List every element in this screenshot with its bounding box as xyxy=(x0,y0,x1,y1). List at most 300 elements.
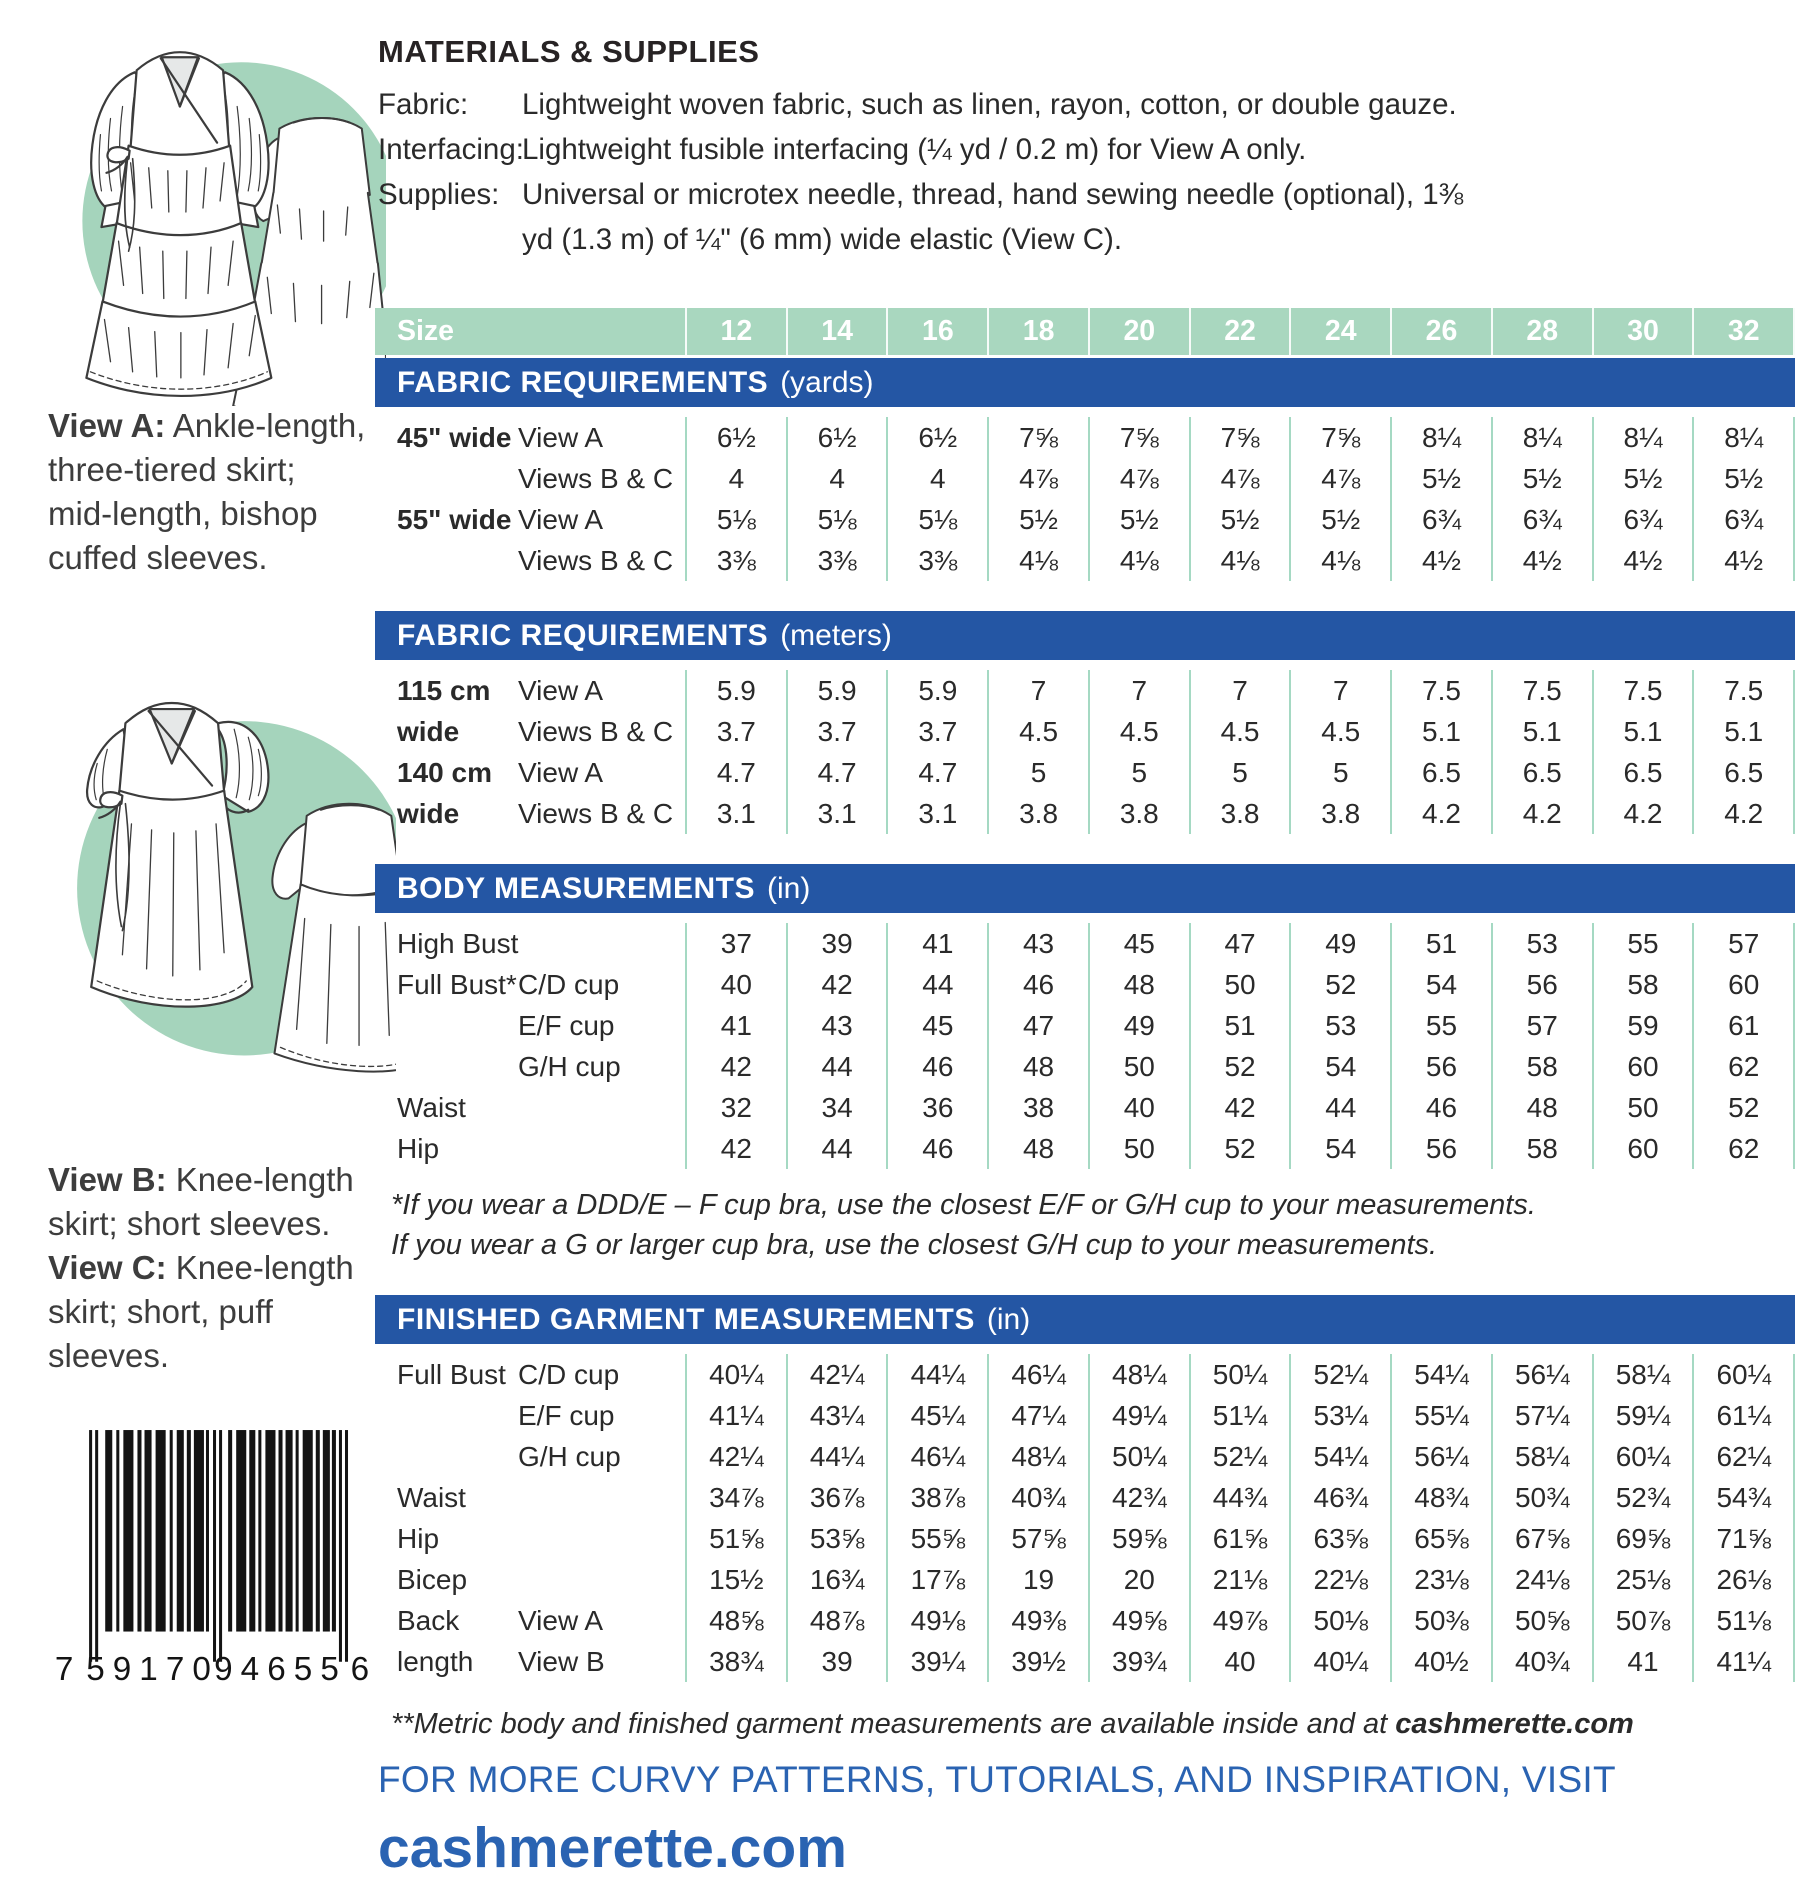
row-label-primary: 45" wide xyxy=(397,421,512,453)
value-cell: 44 xyxy=(786,1046,887,1087)
value-cell: 3.7 xyxy=(786,711,887,752)
row-label-secondary: E/F cup xyxy=(518,1009,615,1041)
table-row xyxy=(375,1559,1795,1600)
row-label xyxy=(375,711,685,752)
value-cell: 41 xyxy=(685,1005,786,1046)
value-cell: 56 xyxy=(1491,964,1592,1005)
view-bc-illustration xyxy=(20,556,396,1132)
value-cell: 44¾ xyxy=(1189,1477,1290,1518)
value-cell: 4.2 xyxy=(1491,793,1592,834)
value-cell: 7.5 xyxy=(1390,670,1491,711)
data-table xyxy=(375,1354,1795,1682)
materials-heading: MATERIALS & SUPPLIES xyxy=(378,34,760,69)
value-cell: 7⅝ xyxy=(1189,417,1290,458)
value-cell: 4⅛ xyxy=(1289,540,1390,581)
row-label xyxy=(375,1518,685,1559)
value-cell: 47¼ xyxy=(987,1395,1088,1436)
value-cell: 54¼ xyxy=(1289,1436,1390,1477)
value-cell: 50⅞ xyxy=(1592,1600,1693,1641)
section-title: FABRIC REQUIREMENTS xyxy=(397,365,769,399)
value-cell: 6¾ xyxy=(1692,499,1795,540)
value-cell: 6½ xyxy=(685,417,786,458)
barcode-digit-right: 6 xyxy=(350,1650,370,1688)
value-cell: 3.8 xyxy=(1289,793,1390,834)
value-cell: 39 xyxy=(786,923,887,964)
value-cell: 4 xyxy=(886,458,987,499)
value-cell: 49⅛ xyxy=(886,1600,987,1641)
metric-footnote-text: **Metric body and finished garment measurements are available inside and at xyxy=(391,1708,1396,1740)
value-cell: 54 xyxy=(1289,1046,1390,1087)
barcode-group-left: 59170 xyxy=(86,1650,219,1688)
value-cell: 51⅝ xyxy=(685,1518,786,1559)
table-footnote: If you wear a G or larger cup bra, use the closest G/H cup to your measurements. xyxy=(391,1229,1438,1261)
value-cell: 53 xyxy=(1289,1005,1390,1046)
value-cell: 5⅛ xyxy=(886,499,987,540)
value-cell: 4.7 xyxy=(685,752,786,793)
value-cell: 55 xyxy=(1592,923,1693,964)
row-values xyxy=(685,1641,1795,1682)
value-cell: 6.5 xyxy=(1491,752,1592,793)
section-title: FINISHED GARMENT MEASUREMENTS xyxy=(397,1302,975,1336)
website-url: cashmerette.com xyxy=(378,1816,847,1880)
value-cell: 54¼ xyxy=(1390,1354,1491,1395)
value-cell: 46 xyxy=(987,964,1088,1005)
value-cell: 60¼ xyxy=(1592,1436,1693,1477)
view-a-illustration xyxy=(26,14,386,406)
value-cell: 22⅛ xyxy=(1289,1559,1390,1600)
row-label-primary: Back xyxy=(397,1604,460,1636)
value-cell: 52 xyxy=(1189,1046,1290,1087)
value-cell: 56 xyxy=(1390,1128,1491,1169)
value-cell: 49⅝ xyxy=(1088,1600,1189,1641)
section-header xyxy=(375,611,1795,660)
section-title: FABRIC REQUIREMENTS xyxy=(397,618,769,652)
row-label-primary: High Bust xyxy=(397,927,519,959)
row-label xyxy=(375,540,685,581)
row-label xyxy=(375,793,685,834)
value-cell: 8¼ xyxy=(1692,417,1795,458)
value-cell: 42¾ xyxy=(1088,1477,1189,1518)
value-cell: 7.5 xyxy=(1491,670,1592,711)
value-cell: 38⅞ xyxy=(886,1477,987,1518)
value-cell: 25⅛ xyxy=(1592,1559,1693,1600)
value-cell: 39¾ xyxy=(1088,1641,1189,1682)
value-cell: 6¾ xyxy=(1491,499,1592,540)
value-cell: 60 xyxy=(1692,964,1795,1005)
row-values xyxy=(685,417,1795,458)
value-cell: 48¼ xyxy=(987,1436,1088,1477)
value-cell: 58 xyxy=(1592,964,1693,1005)
value-cell: 7 xyxy=(1289,670,1390,711)
value-cell: 5½ xyxy=(1592,458,1693,499)
view-a-caption-text: Ankle-length, three-tiered skirt; mid-length, bishop cuffed sleeves. xyxy=(48,407,366,576)
value-cell: 3⅜ xyxy=(685,540,786,581)
row-label-secondary: Views B & C xyxy=(518,797,674,829)
value-cell: 57 xyxy=(1692,923,1795,964)
value-cell: 36 xyxy=(886,1087,987,1128)
value-cell: 7.5 xyxy=(1692,670,1795,711)
size-column-header: 20 xyxy=(1088,308,1189,355)
value-cell: 56 xyxy=(1390,1046,1491,1087)
table-row xyxy=(375,1518,1795,1559)
value-cell: 40¾ xyxy=(987,1477,1088,1518)
value-cell: 48⅞ xyxy=(786,1600,887,1641)
size-header-label: Size xyxy=(397,315,455,347)
value-cell: 48⅝ xyxy=(685,1600,786,1641)
value-cell: 71⅝ xyxy=(1692,1518,1795,1559)
value-cell: 50⅛ xyxy=(1289,1600,1390,1641)
value-cell: 60 xyxy=(1592,1046,1693,1087)
row-label-primary: Bicep xyxy=(397,1563,468,1595)
value-cell: 3.1 xyxy=(886,793,987,834)
row-label-secondary: G/H cup xyxy=(518,1440,621,1472)
row-values xyxy=(685,964,1795,1005)
value-cell: 41 xyxy=(886,923,987,964)
section-title-suffix: (in) xyxy=(986,1302,1031,1336)
row-label-primary: Hip xyxy=(397,1522,440,1554)
value-cell: 57 xyxy=(1491,1005,1592,1046)
value-cell: 4⅞ xyxy=(1289,458,1390,499)
value-cell: 6½ xyxy=(886,417,987,458)
table-row xyxy=(375,458,1795,499)
value-cell: 42 xyxy=(685,1046,786,1087)
value-cell: 52¼ xyxy=(1189,1436,1290,1477)
materials-row-supplies xyxy=(378,172,1795,262)
size-column-header: 28 xyxy=(1491,308,1592,355)
value-cell: 61 xyxy=(1692,1005,1795,1046)
row-label-secondary: View A xyxy=(518,503,604,535)
view-b-caption-label: View B: xyxy=(48,1161,167,1198)
row-label-secondary: C/D cup xyxy=(518,968,620,1000)
view-a-caption xyxy=(48,404,366,580)
row-label-secondary: Views B & C xyxy=(518,544,674,576)
materials-label: Supplies: xyxy=(378,178,500,211)
table-footnote: *If you wear a DDD/E – F cup bra, use the closest E/F or G/H cup to your measurements. xyxy=(391,1189,1536,1221)
value-cell: 4½ xyxy=(1390,540,1491,581)
value-cell: 48¾ xyxy=(1390,1477,1491,1518)
value-cell: 6½ xyxy=(786,417,887,458)
table-row xyxy=(375,793,1795,834)
row-label xyxy=(375,1395,685,1436)
value-cell: 44¼ xyxy=(786,1436,887,1477)
value-cell: 4 xyxy=(685,458,786,499)
table-row xyxy=(375,540,1795,581)
value-cell: 4.7 xyxy=(786,752,887,793)
size-column-header: 22 xyxy=(1189,308,1290,355)
value-cell: 56¼ xyxy=(1390,1436,1491,1477)
value-cell: 3⅜ xyxy=(786,540,887,581)
row-label-primary: Full Bust* xyxy=(397,968,517,1000)
row-values xyxy=(685,923,1795,964)
value-cell: 44 xyxy=(1289,1087,1390,1128)
view-c-caption-label: View C: xyxy=(48,1249,167,1286)
row-values xyxy=(685,670,1795,711)
value-cell: 36⅞ xyxy=(786,1477,887,1518)
value-cell: 50⅝ xyxy=(1491,1600,1592,1641)
value-cell: 4.5 xyxy=(1189,711,1290,752)
value-cell: 41¼ xyxy=(685,1395,786,1436)
value-cell: 40 xyxy=(1189,1641,1290,1682)
row-label-secondary: E/F cup xyxy=(518,1399,615,1431)
size-column-header: 30 xyxy=(1592,308,1693,355)
section-header xyxy=(375,864,1795,913)
value-cell: 15½ xyxy=(685,1559,786,1600)
value-cell: 48¼ xyxy=(1088,1354,1189,1395)
value-cell: 4½ xyxy=(1592,540,1693,581)
table-row xyxy=(375,670,1795,711)
table-row xyxy=(375,1005,1795,1046)
value-cell: 54 xyxy=(1289,1128,1390,1169)
value-cell: 7⅝ xyxy=(987,417,1088,458)
value-cell: 44 xyxy=(786,1128,887,1169)
value-cell: 4⅞ xyxy=(1189,458,1290,499)
value-cell: 32 xyxy=(685,1087,786,1128)
value-cell: 41¼ xyxy=(1692,1641,1795,1682)
value-cell: 3.8 xyxy=(987,793,1088,834)
value-cell: 5.1 xyxy=(1592,711,1693,752)
row-label-primary: Hip xyxy=(397,1132,440,1164)
value-cell: 55 xyxy=(1390,1005,1491,1046)
value-cell: 65⅝ xyxy=(1390,1518,1491,1559)
value-cell: 7.5 xyxy=(1592,670,1693,711)
value-cell: 4.2 xyxy=(1692,793,1795,834)
value-cell: 58 xyxy=(1491,1128,1592,1169)
value-cell: 7⅝ xyxy=(1088,417,1189,458)
barcode-group-right: 94655 xyxy=(214,1650,347,1688)
value-cell: 7⅝ xyxy=(1289,417,1390,458)
value-cell: 40 xyxy=(1088,1087,1189,1128)
view-bc-caption xyxy=(48,1158,370,1378)
value-cell: 59¼ xyxy=(1592,1395,1693,1436)
value-cell: 8¼ xyxy=(1390,417,1491,458)
materials-text: Lightweight woven fabric, such as linen, rayon, cotton, or double gauze. xyxy=(522,88,1457,121)
value-cell: 44 xyxy=(886,964,987,1005)
barcode xyxy=(46,1424,376,1694)
size-column-header: 14 xyxy=(786,308,887,355)
row-values xyxy=(685,1087,1795,1128)
value-cell: 24⅛ xyxy=(1491,1559,1592,1600)
row-values xyxy=(685,1354,1795,1395)
value-cell: 8¼ xyxy=(1491,417,1592,458)
row-label xyxy=(375,458,685,499)
value-cell: 45 xyxy=(1088,923,1189,964)
size-column-header: 12 xyxy=(685,308,786,355)
row-label xyxy=(375,1354,685,1395)
materials-row-interfacing xyxy=(378,127,1795,172)
row-values xyxy=(685,1559,1795,1600)
value-cell: 49 xyxy=(1289,923,1390,964)
value-cell: 67⅝ xyxy=(1491,1518,1592,1559)
value-cell: 46 xyxy=(1390,1087,1491,1128)
table-row xyxy=(375,711,1795,752)
value-cell: 5.9 xyxy=(786,670,887,711)
value-cell: 26⅛ xyxy=(1692,1559,1795,1600)
size-column-header: 16 xyxy=(886,308,987,355)
row-label-primary: wide xyxy=(397,715,460,747)
value-cell: 4⅛ xyxy=(987,540,1088,581)
value-cell: 4⅞ xyxy=(1088,458,1189,499)
row-label-secondary: View B xyxy=(518,1645,605,1677)
value-cell: 46¼ xyxy=(886,1436,987,1477)
value-cell: 39½ xyxy=(987,1641,1088,1682)
value-cell: 40 xyxy=(685,964,786,1005)
value-cell: 48 xyxy=(1491,1087,1592,1128)
value-cell: 40¼ xyxy=(1289,1641,1390,1682)
value-cell: 5⅛ xyxy=(685,499,786,540)
value-cell: 53⅝ xyxy=(786,1518,887,1559)
value-cell: 4½ xyxy=(1692,540,1795,581)
row-label-secondary: View A xyxy=(518,674,604,706)
value-cell: 51 xyxy=(1390,923,1491,964)
size-column-header: 18 xyxy=(987,308,1088,355)
value-cell: 16¾ xyxy=(786,1559,887,1600)
value-cell: 6¾ xyxy=(1390,499,1491,540)
value-cell: 6¾ xyxy=(1592,499,1693,540)
table-row xyxy=(375,1436,1795,1477)
main-content xyxy=(375,0,1795,1881)
value-cell: 52 xyxy=(1189,1128,1290,1169)
value-cell: 38¾ xyxy=(685,1641,786,1682)
value-cell: 61¼ xyxy=(1692,1395,1795,1436)
row-label-secondary: View A xyxy=(518,756,604,788)
materials-label: Fabric: xyxy=(378,88,469,121)
value-cell: 60 xyxy=(1592,1128,1693,1169)
row-values xyxy=(685,499,1795,540)
value-cell: 48 xyxy=(987,1046,1088,1087)
value-cell: 49¼ xyxy=(1088,1395,1189,1436)
row-label-primary: 115 cm xyxy=(397,674,491,706)
value-cell: 45 xyxy=(886,1005,987,1046)
value-cell: 42 xyxy=(1189,1087,1290,1128)
value-cell: 47 xyxy=(987,1005,1088,1046)
size-column-header: 32 xyxy=(1692,308,1795,355)
value-cell: 4.7 xyxy=(886,752,987,793)
row-label-primary: Waist xyxy=(397,1091,466,1123)
row-values xyxy=(685,1600,1795,1641)
value-cell: 42¼ xyxy=(685,1436,786,1477)
value-cell: 38 xyxy=(987,1087,1088,1128)
value-cell: 45¼ xyxy=(886,1395,987,1436)
data-table xyxy=(375,670,1795,834)
value-cell: 40½ xyxy=(1390,1641,1491,1682)
row-label-secondary: Views B & C xyxy=(518,462,674,494)
value-cell: 50⅜ xyxy=(1390,1600,1491,1641)
data-table xyxy=(375,923,1795,1169)
value-cell: 58¼ xyxy=(1491,1436,1592,1477)
value-cell: 5.9 xyxy=(685,670,786,711)
value-cell: 7 xyxy=(987,670,1088,711)
row-values xyxy=(685,1518,1795,1559)
table-row xyxy=(375,1395,1795,1436)
value-cell: 5½ xyxy=(1692,458,1795,499)
row-label-primary: 140 cm xyxy=(397,756,492,788)
section-title-suffix: (yards) xyxy=(780,365,874,399)
value-cell: 5 xyxy=(1289,752,1390,793)
value-cell: 5 xyxy=(987,752,1088,793)
row-label-primary: length xyxy=(397,1645,474,1677)
left-column xyxy=(0,0,395,1903)
row-label xyxy=(375,923,685,964)
table-row xyxy=(375,964,1795,1005)
table-row xyxy=(375,1477,1795,1518)
value-cell: 4½ xyxy=(1491,540,1592,581)
row-values xyxy=(685,1046,1795,1087)
value-cell: 42¼ xyxy=(786,1354,887,1395)
value-cell: 3.7 xyxy=(685,711,786,752)
value-cell: 52 xyxy=(1289,964,1390,1005)
value-cell: 3⅜ xyxy=(886,540,987,581)
metric-footnote-site: cashmerette.com xyxy=(1395,1708,1634,1740)
value-cell: 53¼ xyxy=(1289,1395,1390,1436)
row-label-primary: Full Bust xyxy=(397,1358,506,1390)
row-label xyxy=(375,1600,685,1641)
value-cell: 52¾ xyxy=(1592,1477,1693,1518)
value-cell: 5½ xyxy=(1289,499,1390,540)
value-cell: 4.2 xyxy=(1390,793,1491,834)
value-cell: 5 xyxy=(1088,752,1189,793)
value-cell: 46 xyxy=(886,1128,987,1169)
value-cell: 4.5 xyxy=(1088,711,1189,752)
value-cell: 53 xyxy=(1491,923,1592,964)
value-cell: 63⅝ xyxy=(1289,1518,1390,1559)
table-row xyxy=(375,417,1795,458)
view-a-caption-label: View A: xyxy=(48,407,166,444)
materials-text: Universal or microtex needle, thread, hand sewing needle (optional), 1⅜ yd (1.3 m) of ¼" (6 mm) wide elastic (View C). xyxy=(522,178,1464,256)
value-cell: 17⅞ xyxy=(886,1559,987,1600)
materials-row-fabric xyxy=(378,82,1795,127)
value-cell: 48 xyxy=(1088,964,1189,1005)
value-cell: 49⅜ xyxy=(987,1600,1088,1641)
value-cell: 62¼ xyxy=(1692,1436,1795,1477)
value-cell: 7 xyxy=(1088,670,1189,711)
cta-line: FOR MORE CURVY PATTERNS, TUTORIALS, AND INSPIRATION, VISIT xyxy=(378,1759,1616,1800)
value-cell: 3.7 xyxy=(886,711,987,752)
row-label xyxy=(375,1477,685,1518)
row-values xyxy=(685,1395,1795,1436)
value-cell: 49 xyxy=(1088,1005,1189,1046)
value-cell: 4⅞ xyxy=(987,458,1088,499)
table-row xyxy=(375,1354,1795,1395)
row-values xyxy=(685,752,1795,793)
value-cell: 50 xyxy=(1189,964,1290,1005)
value-cell: 5½ xyxy=(1491,458,1592,499)
row-values xyxy=(685,1005,1795,1046)
value-cell: 5.1 xyxy=(1491,711,1592,752)
value-cell: 19 xyxy=(987,1559,1088,1600)
table-row xyxy=(375,499,1795,540)
value-cell: 20 xyxy=(1088,1559,1189,1600)
barcode-digit-left: 7 xyxy=(54,1650,74,1688)
metric-footnote xyxy=(391,1708,1795,1741)
value-cell: 46 xyxy=(886,1046,987,1087)
value-cell: 37 xyxy=(685,923,786,964)
value-cell: 4.2 xyxy=(1592,793,1693,834)
value-cell: 50 xyxy=(1088,1128,1189,1169)
value-cell: 39 xyxy=(786,1641,887,1682)
value-cell: 51⅛ xyxy=(1692,1600,1795,1641)
row-label xyxy=(375,1087,685,1128)
row-label xyxy=(375,670,685,711)
row-values xyxy=(685,1477,1795,1518)
value-cell: 49⅞ xyxy=(1189,1600,1290,1641)
value-cell: 61⅝ xyxy=(1189,1518,1290,1559)
size-table-header xyxy=(375,308,1795,355)
value-cell: 52 xyxy=(1692,1087,1795,1128)
value-cell: 51¼ xyxy=(1189,1395,1290,1436)
value-cell: 5½ xyxy=(1088,499,1189,540)
value-cell: 34⅞ xyxy=(685,1477,786,1518)
value-cell: 5.1 xyxy=(1390,711,1491,752)
